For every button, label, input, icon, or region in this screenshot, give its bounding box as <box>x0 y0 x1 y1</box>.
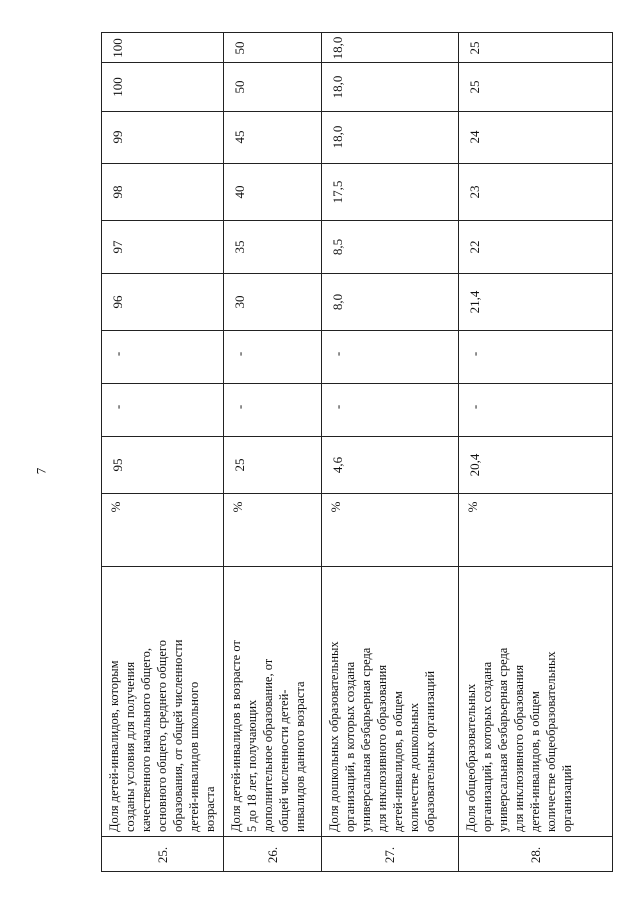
row-number: 27. <box>382 846 397 863</box>
value: 8,5 <box>330 238 345 255</box>
value-cell <box>224 383 321 436</box>
value: 24 <box>467 130 482 144</box>
value: 50 <box>232 80 247 93</box>
value-cell <box>322 330 458 383</box>
value-cell <box>322 163 458 220</box>
value-cell <box>224 273 321 330</box>
value: 35 <box>232 240 247 253</box>
value: 8,0 <box>330 293 345 310</box>
value: - <box>110 351 125 357</box>
page-number: 7 <box>33 467 49 475</box>
description-cell <box>459 566 612 836</box>
row-number-cell <box>322 836 458 873</box>
row-number: 25. <box>154 846 170 863</box>
value: 23 <box>467 185 482 198</box>
value: 25 <box>467 41 482 54</box>
value: 98 <box>110 185 125 198</box>
value: - <box>467 351 482 357</box>
value: 100 <box>110 37 125 58</box>
unit-label-cell <box>459 493 612 566</box>
row-number-cell <box>459 836 612 873</box>
indicator-description: Доля дошкольных образовательных организаций, в которых создана универсальная безбарьерная среда для инклюзивного образования детей-инвалидов, в общем количестве дошкольных образовательных организаций <box>327 641 437 832</box>
value: 99 <box>110 130 125 144</box>
value-cell <box>102 383 223 436</box>
value-cell <box>459 62 612 111</box>
value-cell <box>224 33 321 62</box>
unit-label: % <box>108 501 123 513</box>
value-cell <box>322 62 458 111</box>
value-cell <box>102 62 223 111</box>
value-cell <box>224 220 321 273</box>
indicator-description: Доля общеобразовательных организаций, в которых создана универсальная безбарьерная среда для инклюзивного образования детей-инвалидов, в общем количестве общеобразовательных организаций <box>464 647 574 832</box>
value: - <box>232 351 247 357</box>
value-cell <box>459 220 612 273</box>
value: 95 <box>110 458 125 471</box>
row-number-cell <box>224 836 321 873</box>
unit-label-cell <box>224 493 321 566</box>
value: 45 <box>232 130 247 144</box>
value-cell <box>224 111 321 163</box>
value: 4,6 <box>330 456 345 473</box>
indicators-table <box>101 32 613 872</box>
unit-label: % <box>465 501 480 513</box>
value: 17,5 <box>330 180 345 203</box>
table-row <box>459 33 612 871</box>
value-cell <box>322 436 458 493</box>
value: - <box>110 404 125 410</box>
value: 30 <box>232 295 247 308</box>
value-cell <box>459 33 612 62</box>
value-cell <box>224 163 321 220</box>
table-row <box>322 33 459 871</box>
value: 18,0 <box>330 125 345 149</box>
row-number: 28. <box>527 846 543 863</box>
value-cell <box>322 33 458 62</box>
unit-label: % <box>230 501 245 513</box>
value-cell <box>102 436 223 493</box>
value-cell <box>102 33 223 62</box>
value: 100 <box>110 76 125 97</box>
value: 25 <box>232 458 247 471</box>
value: 18,0 <box>330 36 345 59</box>
value-cell <box>102 273 223 330</box>
unit-label-cell <box>102 493 223 566</box>
value-cell <box>459 330 612 383</box>
value: 97 <box>110 240 125 253</box>
value-cell <box>459 163 612 220</box>
value: - <box>330 404 345 410</box>
value: 25 <box>467 80 482 93</box>
value: 40 <box>232 185 247 198</box>
value-cell <box>459 383 612 436</box>
value-cell <box>224 330 321 383</box>
value-cell <box>102 220 223 273</box>
row-number: 26. <box>264 846 280 863</box>
value: 50 <box>232 41 247 54</box>
value-cell <box>224 436 321 493</box>
value: 18,0 <box>330 75 345 98</box>
value: - <box>232 404 247 410</box>
value-cell <box>322 383 458 436</box>
description-cell <box>102 566 223 836</box>
indicator-description: Доля детей-инвалидов в возрасте от 5 до 18 лет, получающих дополнительное образование, от общей численности детей- инвалидов данного возраста <box>229 640 307 832</box>
indicator-description: Доля детей-инвалидов, которым созданы условия для получения качественного начального общего, основного общего, среднего общего образования, от общей численности детей-инвалидов школьного возраста <box>107 639 217 832</box>
value-cell <box>459 111 612 163</box>
value-cell <box>102 163 223 220</box>
table-row <box>224 33 322 871</box>
value: 20,4 <box>467 453 482 476</box>
value-cell <box>459 436 612 493</box>
description-cell <box>322 566 458 836</box>
value: 96 <box>110 295 125 308</box>
value-cell <box>322 220 458 273</box>
value: 21,4 <box>467 290 482 313</box>
value-cell <box>102 111 223 163</box>
row-number-cell <box>102 836 223 873</box>
value-cell <box>459 273 612 330</box>
value: - <box>467 404 482 410</box>
table-row <box>102 33 224 871</box>
value: 22 <box>467 240 482 253</box>
value-cell <box>322 111 458 163</box>
value-cell <box>224 62 321 111</box>
value: - <box>330 351 345 357</box>
description-cell <box>224 566 321 836</box>
unit-label: % <box>328 501 343 513</box>
unit-label-cell <box>322 493 458 566</box>
value-cell <box>322 273 458 330</box>
value-cell <box>102 330 223 383</box>
